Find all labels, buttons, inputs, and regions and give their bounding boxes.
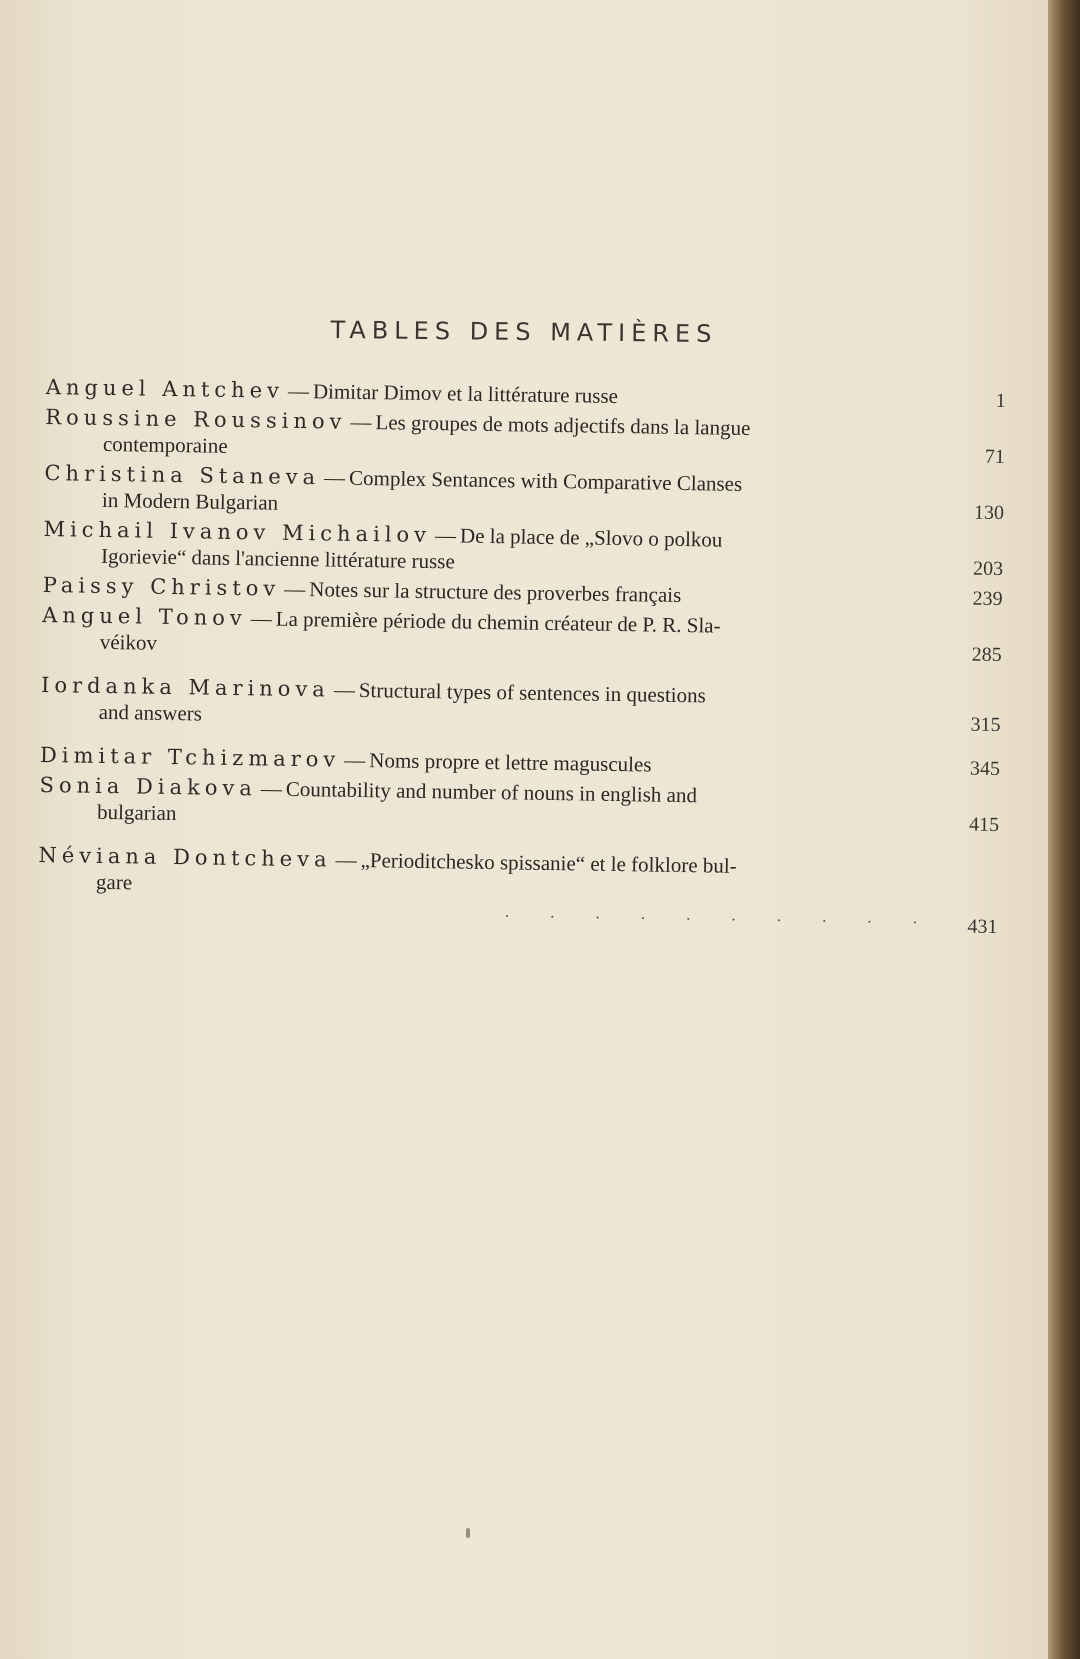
book-binding-edge bbox=[1048, 0, 1080, 1659]
entry-title: Noms propre et lettre maguscules bbox=[369, 748, 652, 777]
entry-title: Complex Sentances with Comparative Clanses bbox=[348, 465, 743, 496]
entry-separator: — bbox=[333, 677, 355, 702]
entry-title-continued: gare bbox=[95, 869, 133, 895]
entry-page-number: 315 bbox=[970, 713, 1001, 737]
entry-title: Les groupes de mots adjectifs dans la langue bbox=[375, 410, 751, 441]
table-of-contents bbox=[37, 375, 1006, 950]
toc-entry bbox=[42, 603, 1003, 670]
entry-title: Dimitar Dimov et la littérature russe bbox=[312, 379, 619, 408]
toc-entry bbox=[37, 843, 998, 946]
leader-dots: · · · · · · · · · · bbox=[504, 908, 936, 933]
toc-entry bbox=[43, 517, 1004, 584]
entry-title: De la place de „Slovo o polkou bbox=[459, 523, 723, 552]
entry-separator: — bbox=[260, 776, 283, 801]
entry-title-continued: véikov bbox=[99, 629, 158, 655]
entry-page-number: 1 bbox=[995, 389, 1006, 413]
entry-title-continued: Igorievie“ dans l'ancienne littérature russe bbox=[100, 543, 455, 574]
entry-page-number: 431 bbox=[967, 915, 998, 939]
toc-entry bbox=[44, 461, 1005, 528]
page-smudge bbox=[466, 1528, 470, 1538]
entry-separator: — bbox=[323, 465, 346, 490]
entry-title-continued: and answers bbox=[98, 699, 203, 726]
entry-page-number: 285 bbox=[971, 643, 1002, 667]
entry-page-number: 130 bbox=[973, 501, 1005, 525]
entry-author: Roussine Roussinov bbox=[45, 404, 347, 434]
entry-title: Countability and number of nouns in english and bbox=[285, 776, 698, 808]
toc-entry bbox=[45, 405, 1006, 472]
entry-author: Christina Staneva bbox=[44, 460, 321, 490]
entry-separator: — bbox=[344, 747, 366, 773]
entry-author: Sonia Diakova bbox=[39, 772, 258, 801]
entry-separator: — bbox=[250, 606, 272, 631]
entry-page-number: 71 bbox=[984, 445, 1006, 469]
entry-title: „Perioditchesko spissanie“ et le folklore bul- bbox=[360, 848, 737, 878]
entry-page-number: 239 bbox=[972, 587, 1003, 611]
entry-separator: — bbox=[350, 409, 372, 435]
entry-title-continued: in Modern Bulgarian bbox=[101, 487, 279, 515]
entry-title: La première période du chemin créateur de P. R. Sla- bbox=[275, 606, 721, 638]
entry-page-number: 345 bbox=[969, 757, 1001, 781]
entry-author: Dimitar Tchizmarov bbox=[39, 742, 341, 772]
entry-separator: — bbox=[287, 378, 310, 404]
entry-page-number: 203 bbox=[972, 557, 1004, 581]
entry-page-number: 415 bbox=[968, 813, 1000, 837]
entry-author: Michail Ivanov Michailov bbox=[43, 516, 432, 548]
toc-entry bbox=[39, 773, 1000, 840]
entry-title-continued: contemporaine bbox=[102, 431, 228, 458]
entry-separator: — bbox=[335, 847, 357, 872]
entry-author: Néviana Dontcheva bbox=[38, 842, 332, 872]
entry-title: Notes sur la structure des proverbes français bbox=[309, 577, 682, 608]
entry-title: Structural types of sentences in questions bbox=[358, 677, 706, 708]
entry-author: Anguel Antchev bbox=[45, 375, 285, 403]
page-title: TABLES DES MATIÈRES bbox=[330, 315, 718, 349]
entry-author: Iordanka Marinova bbox=[40, 672, 331, 702]
entry-title-continued: bulgarian bbox=[96, 799, 177, 826]
entry-separator: — bbox=[434, 523, 457, 548]
entry-author: Paissy Christov bbox=[42, 572, 281, 601]
entry-author: Anguel Tonov bbox=[42, 602, 247, 631]
entry-separator: — bbox=[284, 576, 306, 602]
